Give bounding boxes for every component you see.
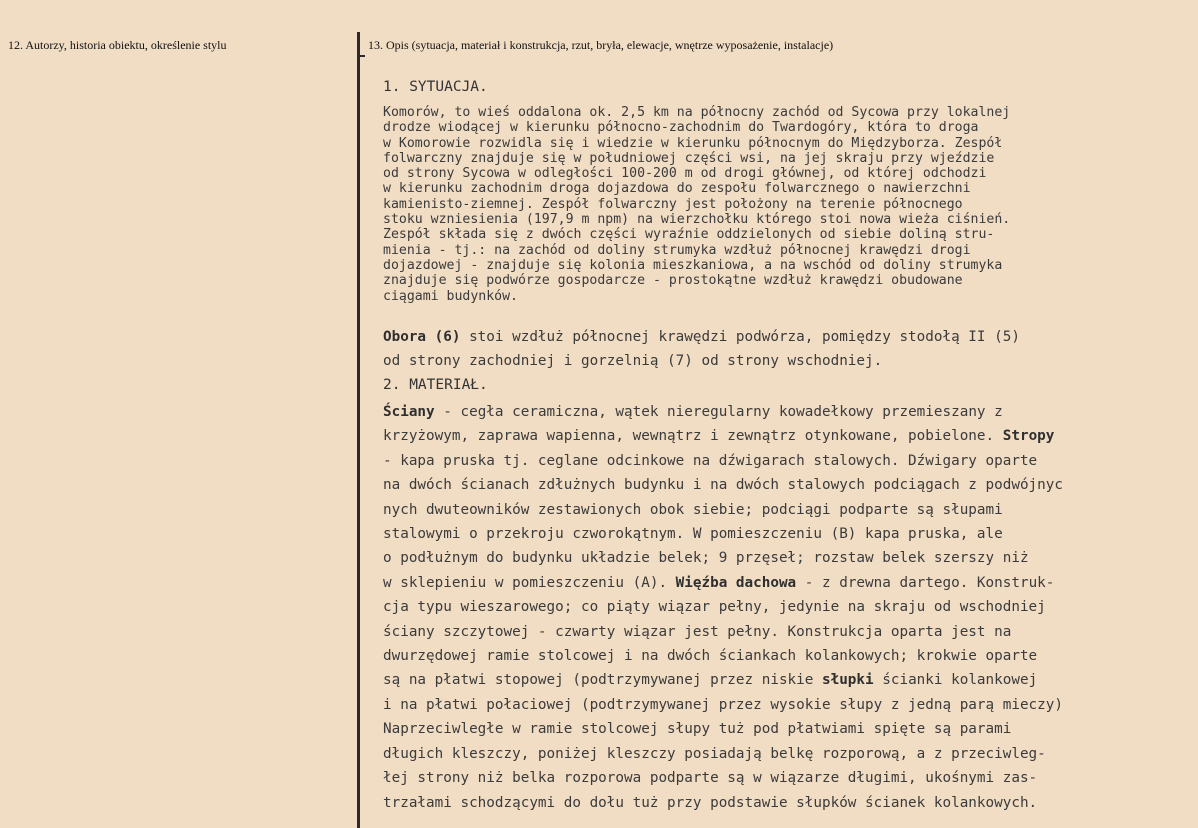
sciany-label: Ściany — [383, 404, 435, 420]
column-divider — [357, 32, 360, 828]
text-run: w sklepieniu w pomieszczeniu (A). — [383, 574, 676, 591]
text-line — [383, 400, 1063, 424]
text-line: dwurzędowej ramie stolcowej i na dwóch ściankach kolankowych; krokwie oparte — [383, 648, 1038, 665]
text-line: od strony Sycowa w odległości 100-200 m od drogi głównej, od której odchodzi — [383, 166, 987, 182]
text-line: dojazdowej - znajduje się kolonia mieszkaniowa, a na wschód od doliny strumyka — [383, 257, 1003, 273]
text-run: - z drewna dartego. Konstruk- — [796, 574, 1055, 591]
text-line: od strony zachodniej i gorzelnią (7) od strony wschodniej. — [383, 353, 883, 370]
text-line: stoku wzniesienia (197,9 m npm) na wierzchołku którego stoi nowa wieża ciśnień. — [383, 212, 1011, 228]
obora-paragraph — [383, 325, 1020, 374]
text-line: na dwóch ścianach zdłużnych budynku i na dwóch stalowych podciągach z podwójnyc — [383, 477, 1063, 494]
text-run: krzyżowym, zaprawa wapienna, wewnątrz i zewnątrz otynkowane, pobielone. — [383, 428, 1003, 445]
text-line: Komorów, to wieś oddalona ok. 2,5 km na północny zachód od Sycowa przy lokalnej — [383, 105, 1011, 120]
text-line: - kapa pruska tj. ceglane odcinkowe na dźwigarach stalowych. Dźwigary oparte — [383, 452, 1038, 469]
section-2-heading: 2. MATERIAŁ. — [383, 377, 488, 393]
header-divider — [359, 55, 365, 57]
text-line: drodze wiodącej w kierunku północno-zachodnim do Twardogóry, która to droga — [383, 120, 979, 136]
text-line: długich kleszczy, poniżej kleszczy posiadają belkę rozporową, a z przeciwleg- — [383, 745, 1046, 762]
text-run: - cegła ceramiczna, wątek nieregularny kowadełkowy przemieszany z — [434, 404, 1003, 420]
text-line: znajduje się podwórze gospodarcze - prostokątne wzdłuż krawędzi obudowane — [383, 273, 963, 289]
text-line: Zespół składa się z dwóch części wyraźnie oddzielonych od siebie doliną stru- — [383, 227, 995, 243]
text-line: Naprzeciwległe w ramie stolcowej słupy tuż pod płatwiami spięte są parami — [383, 721, 1012, 738]
field-12-label: 12. Autorzy, historia obiektu, określenie stylu — [8, 38, 227, 52]
text-line: ściany szczytowej - czwarty wiązar jest pełny. Konstrukcja oparta jest na — [383, 623, 1012, 640]
section-2-body — [383, 400, 1063, 815]
text-line — [383, 668, 1063, 692]
text-line: nych dwuteowników zestawionych obok siebie; podciągi podparte są słupami — [383, 501, 1003, 518]
text-line: stalowymi o przekroju czworokątnym. W pomieszczeniu (B) kapa pruska, ale — [383, 526, 1003, 543]
section-1-heading: 1. SYTUACJA. — [383, 79, 488, 95]
text-line: w kierunku zachodnim droga dojazdowa do zespołu folwarcznego o nawierzchni — [383, 181, 971, 197]
text-line: kamienisto-ziemnej. Zespół folwarczny jest położony na terenie północnego — [383, 196, 963, 212]
text-line: ciągami budynków. — [383, 288, 518, 304]
text-run: ścianki kolankowej — [873, 672, 1038, 689]
text-line: w Komorowie rozwidla się i wiedzie w kierunku północnym do Międzyborza. Zespół — [383, 135, 1003, 151]
text-run: stoi wzdłuż północnej krawędzi podwórza, pomiędzy stodołą II (5) — [460, 329, 1020, 345]
text-line: trzałami schodzącymi do dołu tuż przy podstawie słupków ścianek kolankowych. — [383, 794, 1038, 811]
text-run: są na płatwi stopowej (podtrzymywanej przez niskie — [383, 672, 822, 689]
text-line: cja typu wieszarowego; co piąty wiązar pełny, jedynie na skraju od wschodniej — [383, 599, 1046, 616]
section-1-body — [383, 105, 1143, 304]
text-line — [383, 424, 1063, 448]
stropy-label: Stropy — [1002, 428, 1055, 445]
text-line: i na płatwi połaciowej (podtrzymywanej przez wysokie słupy z jedną parą mieczy) — [383, 696, 1063, 713]
text-line: mienia - tj.: na zachód od doliny strumyka wzdłuż północnej krawędzi drogi — [383, 242, 971, 258]
slupki-label: słupki — [821, 672, 874, 689]
obora-label: Obora (6) — [383, 329, 461, 345]
text-line: o podłużnym do budynku układzie belek; 9 przęseł; rozstaw belek szerszy niż — [383, 550, 1029, 567]
text-line — [383, 571, 1063, 595]
wiezba-label: Więźba dachowa — [675, 574, 797, 591]
text-line: folwarczny znajduje się w południowej części wsi, na jej skraju przy wjeździe — [383, 150, 995, 166]
text-line — [383, 325, 1020, 349]
text-line: łej strony niż belka rozporowa podparte są w wiązarze długimi, ukośnymi zas- — [383, 770, 1038, 787]
field-13-label: 13. Opis (sytuacja, materiał i konstrukcja, rzut, bryła, elewacje, wnętrze wyposażenie, instalacje) — [368, 38, 834, 52]
